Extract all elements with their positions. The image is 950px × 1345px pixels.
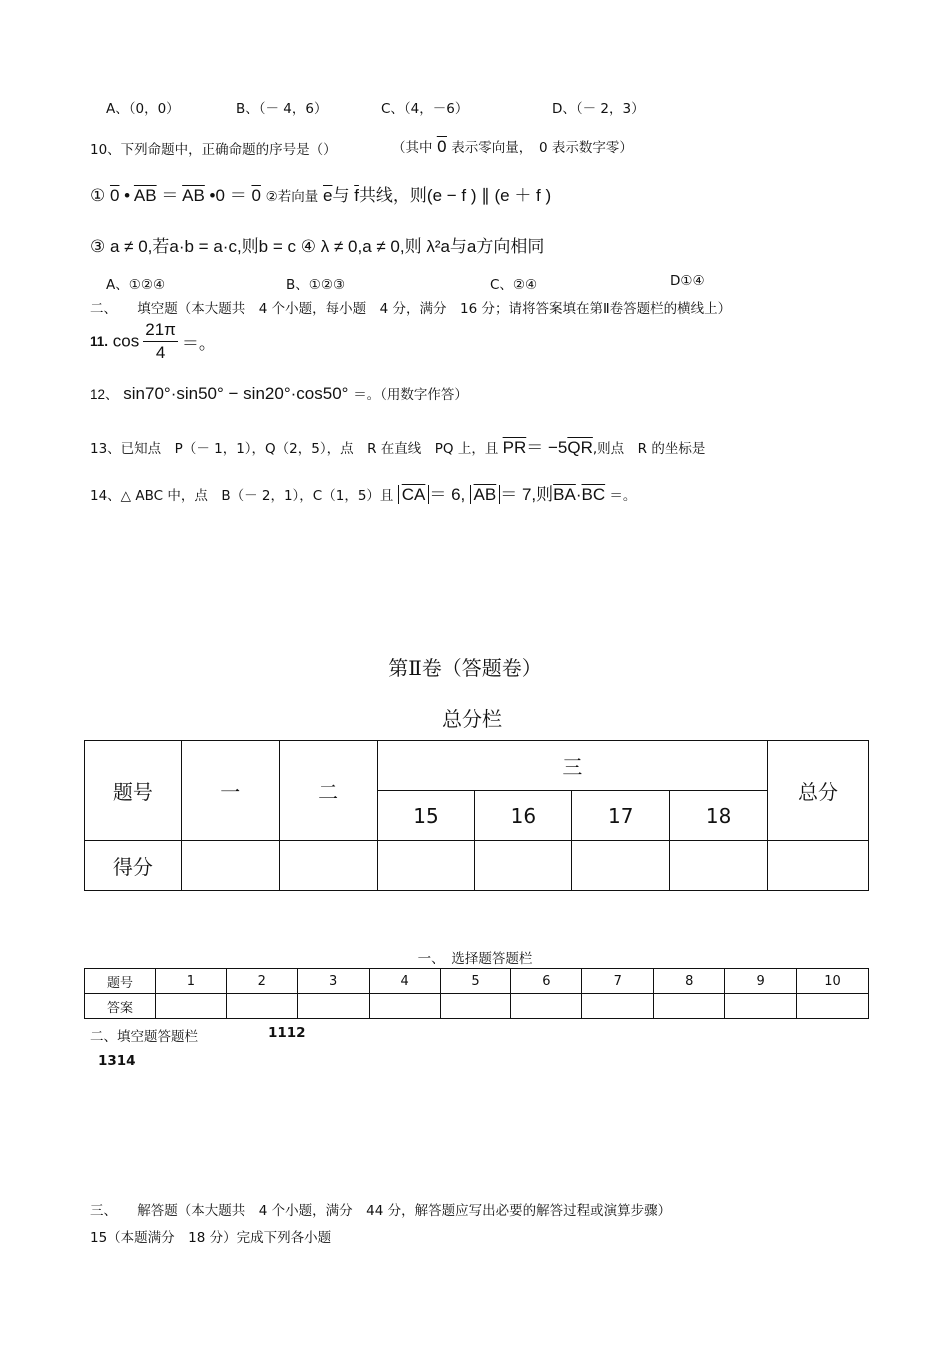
- choice-answer-table: [84, 968, 869, 1019]
- q13: 13、已知点 P（－ 1，1），Q（2，5），点 R 在直线 PQ 上，且 $\overline{PR}= -5\overline{QR}$,则点 R 的坐标是: [90, 438, 706, 457]
- section-2-heading: 二、 填空题（本大题共 4 个小题，每小题 4 分，满分 16 分；请将答案填在第Ⅱ卷答题栏的横线上）: [90, 301, 732, 317]
- score-col-1: 一: [181, 741, 279, 841]
- score-sub-18: 18: [670, 791, 768, 841]
- score-cell[interactable]: [475, 841, 572, 891]
- choice-answer-cell[interactable]: [369, 994, 440, 1019]
- score-cell[interactable]: [572, 841, 670, 891]
- choice-answer-cell[interactable]: [654, 994, 725, 1019]
- q9-option-c: C、（4，－6）: [381, 101, 469, 117]
- score-col-total: 总分: [768, 741, 869, 841]
- choice-answer-cell[interactable]: [797, 994, 869, 1019]
- score-cell[interactable]: [670, 841, 768, 891]
- score-cell[interactable]: [377, 841, 475, 891]
- q10-option-c: C、②④: [490, 277, 538, 293]
- q10-option-d: D①④: [670, 273, 705, 289]
- q11: 11. cos $\frac{21\pi}{4}$ ＝。: [90, 320, 216, 362]
- q9-option-b: B、（－ 4，6）: [236, 101, 328, 117]
- q14: 14、△ ABC 中，点 B（－ 2，1），C（1，5）且 $\overline{CA} = 6$, $\overline{AB} = 7$,则$\overline{BA}\cdot\overline{BC}$ ＝。: [90, 485, 637, 504]
- q10-proposition-1-2: ① 0 • $\overline{AB} = \overline{AB}$ •0 ＝ 0 ②若向量 $\overline{e}$与 $\overline{f}$共线，则(e − f ) ∥ (e ＋ f ): [90, 186, 552, 205]
- q9-option-d: D、（－ 2，3）: [552, 101, 645, 117]
- score-summary-title: 总分栏: [442, 707, 502, 731]
- choice-number: 3: [297, 969, 369, 994]
- choice-answer-cell[interactable]: [155, 994, 226, 1019]
- choice-answer-title: 一、 选择题答题栏: [417, 951, 533, 967]
- score-cell[interactable]: [279, 841, 377, 891]
- q10-note: （其中 0 表示零向量， 0 表示数字零）: [392, 137, 633, 156]
- q15-heading: 15（本题满分 18 分）完成下列各小题: [90, 1230, 332, 1246]
- score-sub-16: 16: [475, 791, 572, 841]
- q10-option-a: A、①②④: [106, 277, 166, 293]
- choice-number: 2: [226, 969, 297, 994]
- score-cell[interactable]: [768, 841, 869, 891]
- q9-option-a: A、（0，0）: [106, 101, 180, 117]
- choice-answer-cell[interactable]: [582, 994, 654, 1019]
- choice-number: 1: [155, 969, 226, 994]
- score-row-label-score: 得分: [85, 841, 182, 891]
- score-col-2: 二: [279, 741, 377, 841]
- choice-number: 9: [725, 969, 797, 994]
- choice-number: 10: [797, 969, 869, 994]
- choice-number: 4: [369, 969, 440, 994]
- choice-number: 5: [440, 969, 511, 994]
- choice-answer-cell[interactable]: [440, 994, 511, 1019]
- score-row-label-number: 题号: [85, 741, 182, 841]
- score-summary-table: [84, 740, 869, 891]
- q12: 12、 sin70°·sin50° − sin20°·cos50° ＝。（用数字作答）: [90, 384, 468, 403]
- q10-proposition-3-4: ③ a ≠ 0,若a·b = a·c,则b = c ④ λ ≠ 0,a ≠ 0,则 λ²a与a方向相同: [90, 237, 545, 256]
- choice-head-label: 题号: [85, 969, 156, 994]
- choice-number: 8: [654, 969, 725, 994]
- choice-answer-label: 答案: [85, 994, 156, 1019]
- score-col-3: 三: [377, 741, 768, 791]
- choice-number: 7: [582, 969, 654, 994]
- choice-answer-cell[interactable]: [226, 994, 297, 1019]
- score-sub-15: 15: [377, 791, 475, 841]
- fill-answer-title: 二、填空题答题栏: [90, 1029, 198, 1045]
- part-2-title: 第Ⅱ卷（答题卷）: [388, 656, 542, 680]
- score-sub-17: 17: [572, 791, 670, 841]
- fill-answer-numbers-11-12: 1112: [268, 1025, 306, 1041]
- fill-answer-numbers-13-14: 1314: [98, 1053, 136, 1069]
- score-cell[interactable]: [181, 841, 279, 891]
- choice-answer-cell[interactable]: [511, 994, 582, 1019]
- q10-option-b: B、①②③: [286, 277, 346, 293]
- choice-answer-cell[interactable]: [725, 994, 797, 1019]
- choice-number: 6: [511, 969, 582, 994]
- choice-answer-cell[interactable]: [297, 994, 369, 1019]
- q10-stem: 10、下列命题中，正确命题的序号是（）: [90, 142, 337, 158]
- zero-vector: 0: [436, 137, 447, 156]
- section-3-heading: 三、 解答题（本大题共 4 个小题，满分 44 分，解答题应写出必要的解答过程或演算步骤）: [90, 1203, 672, 1219]
